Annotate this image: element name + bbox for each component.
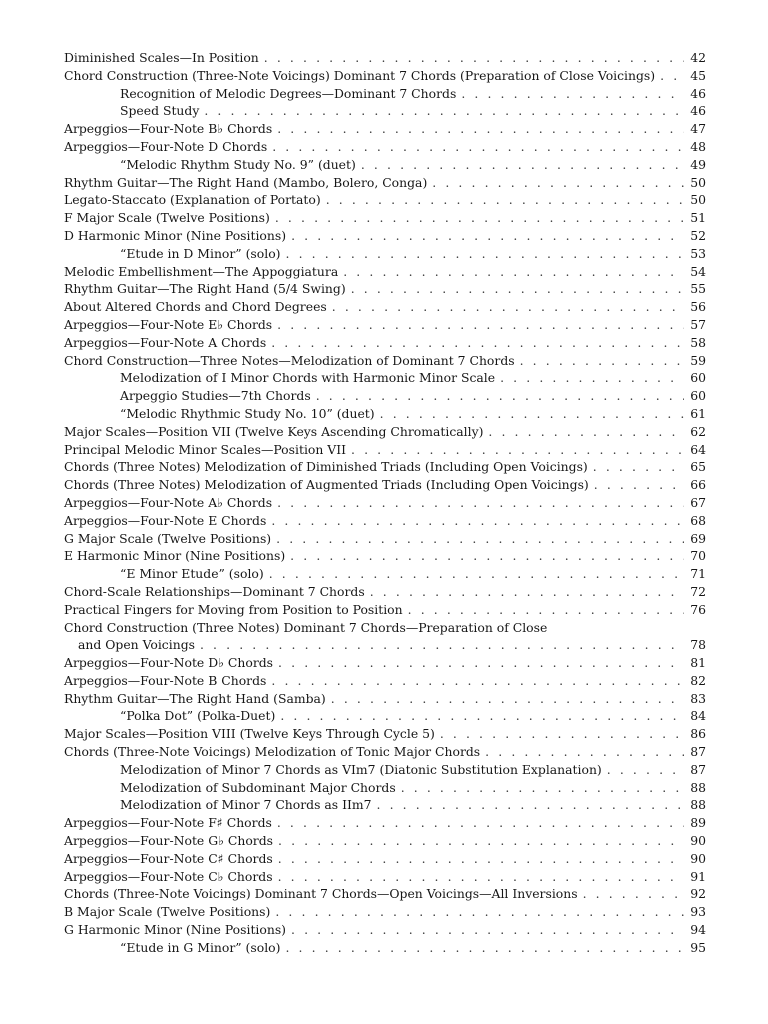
toc-leader-dots [264, 49, 684, 67]
toc-entry-page: 60 [690, 370, 706, 386]
toc-entry-page: 95 [690, 939, 706, 955]
toc-leader-dots [269, 565, 684, 583]
toc-entry-title: Major Scales—Position VII (Twelve Keys Ascending Chromatically) [64, 423, 484, 439]
toc-entry [64, 921, 706, 939]
toc-entry [64, 334, 706, 352]
toc-entry-title: “Polka Dot” (Polka-Duet) [120, 708, 276, 724]
toc-leader-dots [607, 761, 684, 779]
toc-entry-title: Chord-Scale Relationships—Dominant 7 Chords [64, 583, 365, 599]
toc-leader-dots [660, 67, 684, 85]
toc-entry-title: Practical Fingers for Moving from Position to Position [64, 601, 403, 617]
toc-entry [64, 903, 706, 921]
toc-entry [64, 245, 706, 263]
toc-leader-dots [291, 227, 684, 245]
toc-entry [64, 814, 706, 832]
toc-entry [64, 601, 706, 619]
toc-leader-dots [380, 405, 684, 423]
toc-entry-title: G Harmonic Minor (Nine Positions) [64, 922, 287, 938]
toc-entry-title: Recognition of Melodic Degrees—Dominant 7 Chords [120, 85, 457, 101]
toc-entry-title: Arpeggios—Four-Note F♯ Chords [64, 815, 272, 831]
toc-entry [64, 761, 706, 779]
toc-entry-title: B Major Scale (Twelve Positions) [64, 904, 271, 920]
toc-entry-page: 87 [690, 744, 706, 760]
toc-entry-page: 45 [690, 67, 706, 83]
toc-leader-dots [485, 743, 684, 761]
toc-entry-page: 60 [690, 388, 706, 404]
toc-entry-page: 56 [690, 299, 706, 315]
toc-entry-title: Melodization of Minor 7 Chords as IIm7 [120, 797, 372, 813]
toc-leader-dots [432, 174, 684, 192]
toc-entry-page: 49 [690, 156, 706, 172]
toc-entry-title: G Major Scale (Twelve Positions) [64, 530, 272, 546]
toc-entry-page: 83 [690, 690, 706, 706]
toc-entry-page: 46 [690, 103, 706, 119]
toc-entry [64, 387, 706, 405]
toc-leader-dots [285, 939, 684, 957]
toc-entry-page: 50 [690, 174, 706, 190]
toc-entry-page: 62 [690, 423, 706, 439]
table-of-contents [64, 49, 706, 957]
toc-leader-dots [272, 138, 684, 156]
toc-entry [64, 547, 706, 565]
toc-entry-title: Chord Construction (Three Notes) Dominant 7 Chords—Preparation of Close [64, 619, 548, 635]
toc-entry-page: 78 [690, 637, 706, 653]
toc-entry-title: “Etude in G Minor” (solo) [120, 939, 281, 955]
toc-leader-dots [583, 885, 684, 903]
toc-entry [64, 405, 706, 423]
toc-leader-dots [277, 120, 684, 138]
toc-leader-dots [204, 102, 684, 120]
toc-entry-title: Melodization of I Minor Chords with Harmonic Minor Scale [120, 370, 496, 386]
toc-entry [64, 102, 706, 120]
toc-leader-dots [594, 476, 684, 494]
toc-entry-page: 86 [690, 726, 706, 742]
toc-entry [64, 369, 706, 387]
toc-entry-title: Melodization of Minor 7 Chords as VIm7 (Diatonic Substitution Explanation) [120, 761, 602, 777]
toc-leader-dots [275, 903, 684, 921]
toc-entry [64, 191, 706, 209]
toc-leader-dots [200, 636, 684, 654]
toc-entry-page: 55 [690, 281, 706, 297]
toc-entry [64, 707, 706, 725]
toc-leader-dots [278, 868, 684, 886]
toc-leader-dots [520, 352, 684, 370]
toc-entry [64, 263, 706, 281]
toc-leader-dots [377, 796, 684, 814]
toc-entry [64, 120, 706, 138]
toc-entry-page: 50 [690, 192, 706, 208]
toc-leader-dots [488, 423, 684, 441]
toc-entry-title: Arpeggio Studies—7th Chords [120, 388, 311, 404]
toc-entry-page: 69 [690, 530, 706, 546]
toc-entry-page: 91 [690, 868, 706, 884]
toc-entry-title: Chord Construction (Three-Note Voicings) Dominant 7 Chords (Preparation of Close Voicings) [64, 67, 656, 83]
toc-entry-title: Arpeggios—Four-Note A Chords [64, 334, 267, 350]
toc-entry [64, 156, 706, 174]
toc-leader-dots [343, 263, 684, 281]
toc-entry-title: Arpeggios—Four-Note G♭ Chords [64, 833, 274, 849]
toc-leader-dots [290, 547, 684, 565]
toc-leader-dots [276, 530, 684, 548]
toc-entry-title: Speed Study [120, 103, 200, 119]
toc-entry [64, 868, 706, 886]
toc-entry-page: 68 [690, 512, 706, 528]
toc-entry-title: Chords (Three Notes) Melodization of Augmented Triads (Including Open Voicings) [64, 477, 589, 493]
toc-leader-dots [500, 369, 684, 387]
toc-entry-title: Chords (Three-Note Voicings) Melodization of Tonic Major Chords [64, 744, 481, 760]
toc-entry-title: “Melodic Rhythmic Study No. 10” (duet) [120, 405, 375, 421]
toc-entry [64, 939, 706, 957]
toc-leader-dots [331, 690, 684, 708]
toc-leader-dots [286, 245, 685, 263]
toc-leader-dots [351, 441, 684, 459]
toc-entry [64, 530, 706, 548]
toc-entry-page: 89 [690, 815, 706, 831]
toc-entry-page: 82 [690, 672, 706, 688]
toc-entry [64, 850, 706, 868]
toc-entry-page: 84 [690, 708, 706, 724]
toc-entry-page: 71 [690, 566, 706, 582]
toc-leader-dots [326, 191, 684, 209]
toc-entry-page: 48 [690, 138, 706, 154]
toc-entry-title: Arpeggios—Four-Note B Chords [64, 672, 267, 688]
toc-leader-dots [271, 512, 684, 530]
toc-entry [64, 743, 706, 761]
toc-entry [64, 654, 706, 672]
toc-leader-dots [275, 209, 684, 227]
toc-entry [64, 885, 706, 903]
toc-entry-title: Rhythm Guitar—The Right Hand (Samba) [64, 690, 326, 706]
toc-entry-title: Arpeggios—Four-Note C♯ Chords [64, 850, 273, 866]
toc-leader-dots [278, 832, 684, 850]
toc-entry-page: 67 [690, 494, 706, 510]
toc-leader-dots [280, 707, 684, 725]
toc-entry-page: 51 [690, 210, 706, 226]
toc-entry-title: Arpeggios—Four-Note D Chords [64, 138, 268, 154]
toc-leader-dots [271, 672, 684, 690]
toc-entry-title: About Altered Chords and Chord Degrees [64, 299, 327, 315]
toc-entry-title: F Major Scale (Twelve Positions) [64, 210, 270, 226]
toc-entry-page: 81 [690, 655, 706, 671]
toc-entry [64, 138, 706, 156]
toc-entry-title: Chords (Three-Note Voicings) Dominant 7 Chords—Open Voicings—All Inversions [64, 886, 578, 902]
toc-entry-page: 52 [690, 227, 706, 243]
toc-entry-page: 93 [690, 904, 706, 920]
toc-leader-dots [271, 334, 684, 352]
toc-entry-page: 58 [690, 334, 706, 350]
toc-leader-dots [361, 156, 684, 174]
toc-leader-dots [277, 316, 684, 334]
toc-entry-title: E Harmonic Minor (Nine Positions) [64, 548, 286, 564]
toc-entry [64, 458, 706, 476]
toc-entry-page: 72 [690, 583, 706, 599]
toc-entry-page: 88 [690, 797, 706, 813]
toc-leader-dots [461, 85, 684, 103]
toc-entry-page: 87 [690, 761, 706, 777]
toc-entry-title: D Harmonic Minor (Nine Positions) [64, 227, 287, 243]
toc-entry-page: 46 [690, 85, 706, 101]
toc-entry [64, 832, 706, 850]
toc-entry-title: Melodic Embellishment—The Appoggiatura [64, 263, 339, 279]
toc-entry [64, 209, 706, 227]
toc-entry [64, 423, 706, 441]
toc-leader-dots [277, 814, 684, 832]
toc-entry [64, 67, 706, 85]
toc-entry [64, 672, 706, 690]
toc-entry [64, 174, 706, 192]
toc-leader-dots [332, 298, 684, 316]
toc-entry-page: 42 [690, 50, 706, 65]
toc-entry-title: Legato-Staccato (Explanation of Portato) [64, 192, 321, 208]
toc-entry-page: 54 [690, 263, 706, 279]
toc-entry-page: 76 [690, 601, 706, 617]
toc-entry [64, 619, 706, 637]
toc-leader-dots [278, 654, 684, 672]
toc-entry [64, 227, 706, 245]
toc-entry-title: “Etude in D Minor” (solo) [120, 245, 281, 261]
toc-leader-dots [291, 921, 684, 939]
toc-entry [64, 298, 706, 316]
toc-leader-dots [401, 779, 684, 797]
toc-entry [64, 779, 706, 797]
toc-entry-title: Arpeggios—Four-Note C♭ Chords [64, 868, 273, 884]
toc-leader-dots [316, 387, 684, 405]
toc-entry-title: Arpeggios—Four-Note E Chords [64, 512, 267, 528]
toc-entry [64, 85, 706, 103]
toc-entry-title: Arpeggios—Four-Note B♭ Chords [64, 121, 273, 137]
toc-entry-title: Melodization of Subdominant Major Chords [120, 779, 396, 795]
toc-entry [64, 316, 706, 334]
toc-entry-page: 64 [690, 441, 706, 457]
toc-entry-page: 92 [690, 886, 706, 902]
toc-entry-page: 53 [690, 245, 706, 261]
toc-entry [64, 494, 706, 512]
toc-leader-dots [440, 725, 684, 743]
toc-leader-dots [351, 280, 684, 298]
toc-entry-title: Arpeggios—Four-Note E♭ Chords [64, 316, 273, 332]
toc-entry-page: 94 [690, 922, 706, 938]
toc-entry-page: 88 [690, 779, 706, 795]
toc-leader-dots [593, 458, 684, 476]
toc-entry-page: 90 [690, 833, 706, 849]
toc-entry [64, 636, 706, 654]
toc-entry [64, 49, 706, 67]
toc-leader-dots [278, 850, 684, 868]
toc-entry-page: 90 [690, 850, 706, 866]
toc-entry-title: “Melodic Rhythm Study No. 9” (duet) [120, 156, 356, 172]
toc-entry-page: 65 [690, 459, 706, 475]
toc-entry-title: Rhythm Guitar—The Right Hand (5/4 Swing) [64, 281, 346, 297]
toc-entry-page: 61 [690, 405, 706, 421]
toc-entry-title: Chords (Three Notes) Melodization of Diminished Triads (Including Open Voicings) [64, 459, 588, 475]
toc-entry-title: Principal Melodic Minor Scales—Position VII [64, 441, 347, 457]
toc-entry [64, 725, 706, 743]
toc-entry-page: 70 [690, 548, 706, 564]
toc-entry [64, 796, 706, 814]
toc-entry [64, 352, 706, 370]
toc-entry-title: Arpeggios—Four-Note A♭ Chords [64, 494, 273, 510]
toc-entry-page: 66 [690, 477, 706, 493]
toc-entry-title: and Open Voicings [78, 637, 195, 653]
toc-entry-title: “E Minor Etude” (solo) [120, 566, 264, 582]
toc-entry-title: Rhythm Guitar—The Right Hand (Mambo, Bolero, Conga) [64, 174, 428, 190]
toc-entry-page: 59 [690, 352, 706, 368]
toc-leader-dots [408, 601, 684, 619]
toc-entry-page: 47 [690, 121, 706, 137]
toc-leader-dots [370, 583, 684, 601]
toc-entry [64, 280, 706, 298]
toc-entry [64, 441, 706, 459]
toc-leader-dots [277, 494, 684, 512]
toc-entry [64, 476, 706, 494]
toc-entry [64, 565, 706, 583]
toc-entry [64, 512, 706, 530]
toc-entry [64, 583, 706, 601]
toc-entry-page: 57 [690, 316, 706, 332]
toc-entry-title: Arpeggios—Four-Note D♭ Chords [64, 655, 274, 671]
toc-entry [64, 690, 706, 708]
toc-entry-title: Chord Construction—Three Notes—Melodization of Dominant 7 Chords [64, 352, 515, 368]
toc-entry-title: Major Scales—Position VIII (Twelve Keys Through Cycle 5) [64, 726, 435, 742]
toc-entry-title: Diminished Scales—In Position [64, 50, 259, 65]
